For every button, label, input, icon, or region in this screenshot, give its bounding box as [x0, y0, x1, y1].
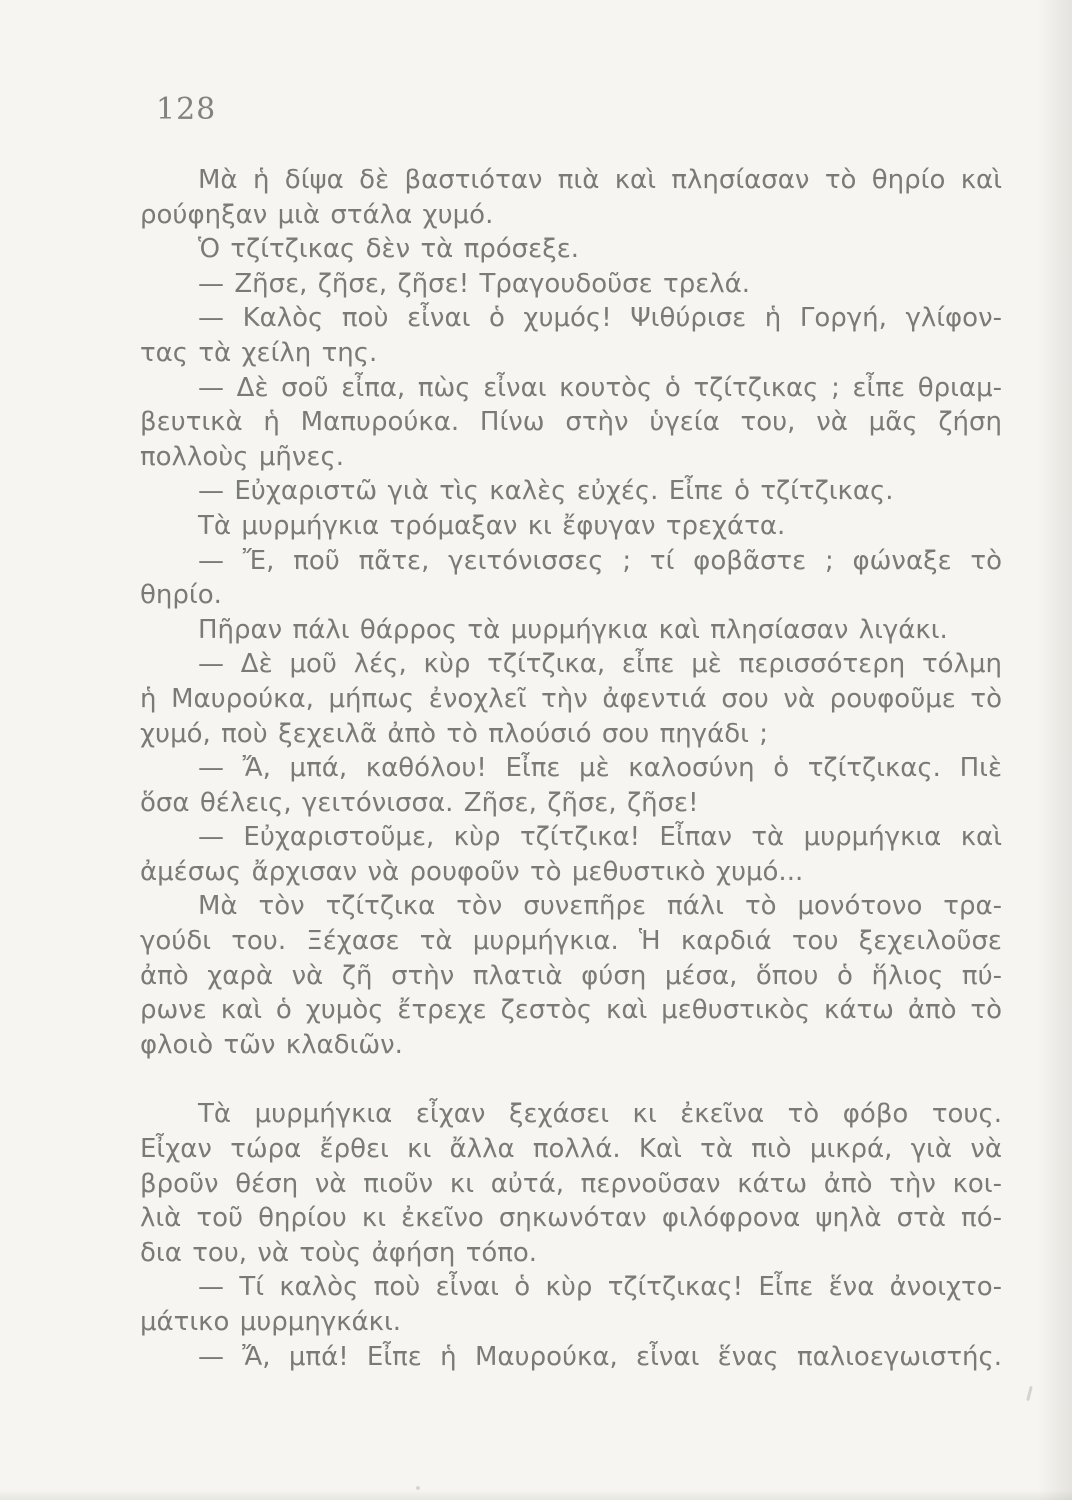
text-line: Πῆραν πάλι θάρρος τὰ μυρμήγκια καὶ πλησίασαν λιγάκι. — [198, 614, 948, 645]
text-line: φλοιὸ τῶν κλαδιῶν. — [140, 1029, 403, 1060]
text-line: Μὰ τὸν τζίτζικα τὸν συνεπῆρε πάλι τὸ μονότονο τρα- — [198, 891, 1002, 922]
text-line: — Ἔ, ποῦ πᾶτε, γειτόνισσες ; τί φοβᾶστε ; φώναξε τὸ — [198, 545, 1002, 576]
scan-edge-shadow-bottom — [0, 1490, 1072, 1500]
text-line: Ὁ τζίτζικας δὲν τὰ πρόσεξε. — [198, 234, 580, 265]
text-line: βροῦν θέση νὰ πιοῦν κι αὐτά, περνοῦσαν κάτω ἀπὸ τὴν κοι- — [140, 1168, 1002, 1199]
text-line: βευτικὰ ἡ Μαπυρούκα. Πίνω στὴν ὑγεία του, νὰ μᾶς ζήση — [140, 407, 1002, 438]
text-line: Μὰ ἡ δίψα δὲ βαστιόταν πιὰ καὶ πλησίασαν τὸ θηρίο καὶ — [198, 165, 1002, 195]
text-line: Εἶχαν τώρα ἔρθει κι ἄλλα πολλά. Καὶ τὰ πιὸ μικρά, γιὰ νὰ — [140, 1134, 1002, 1165]
text-line: — Δὲ μοῦ λές, κὺρ τζίτζικα, εἶπε μὲ περισσότερη τόλμη — [198, 649, 1002, 680]
text-line: — Δὲ σοῦ εἶπα, πὼς εἶναι κουτὸς ὁ τζίτζικας ; εἶπε θριαμ- — [198, 372, 1002, 403]
scan-edge-shadow-right — [1038, 0, 1072, 1500]
scan-speck — [416, 1486, 420, 1490]
text-line: τας τὰ χείλη της. — [140, 337, 378, 368]
text-line: ὅσα θέλεις, γειτόνισσα. Ζῆσε, ζῆσε, ζῆσε! — [140, 787, 699, 818]
text-line: ρούφηξαν μιὰ στάλα χυμό. — [140, 199, 494, 230]
text-line: πολλοὺς μῆνες. — [140, 441, 345, 472]
text-line: — Εὐχαριστοῦμε, κὺρ τζίτζικα! Εἶπαν τὰ μυρμήγκια καὶ — [198, 822, 1002, 853]
text-line: δια του, νὰ τοὺς ἀφήση τόπο. — [140, 1237, 538, 1268]
text-line: μάτικο μυρμηγκάκι. — [140, 1307, 402, 1337]
text-line: λιὰ τοῦ θηρίου κι ἐκεῖνο σηκωνόταν φιλόφρονα ψηλὰ στὰ πό- — [140, 1203, 1002, 1234]
page-number: 128 — [156, 92, 217, 127]
text-line: ἀμέσως ἄρχισαν νὰ ρουφοῦν τὸ μεθυστικὸ χυμό... — [140, 856, 804, 887]
text-line: — Καλὸς ποὺ εἶναι ὁ χυμός! Ψιθύρισε ἡ Γοργή, γλίφον- — [198, 303, 1002, 334]
text-line: Τὰ μυρμήγκια εἶχαν ξεχάσει κι ἐκεῖνα τὸ φόβο τους. — [198, 1099, 1002, 1130]
text-line: γούδι του. Ξέχασε τὰ μυρμήγκια. Ἡ καρδιά του ξεχειλοῦσε — [140, 926, 1002, 957]
text-line: Τὰ μυρμήγκια τρόμαξαν κι ἔφυγαν τρεχάτα. — [198, 510, 786, 541]
text-line: — Ἄ, μπά, καθόλου! Εἶπε μὲ καλοσύνη ὁ τζίτζικας. Πιὲ — [198, 753, 1002, 784]
text-line: — Ἄ, μπά! Εἶπε ἡ Μαυρούκα, εἶναι ἕνας παλιοεγωιστής. — [198, 1341, 1002, 1372]
body-text-block — [140, 163, 1002, 1374]
text-line: χυμό, ποὺ ξεχειλᾶ ἀπὸ τὸ πλούσιό σου πηγάδι ; — [140, 718, 769, 749]
text-line: ἀπὸ χαρὰ νὰ ζῆ στὴν πλατιὰ φύση μέσα, ὅπου ὁ ἥλιος πύ- — [140, 960, 1002, 991]
scan-speck — [1026, 1386, 1033, 1401]
text-line: — Ζῆσε, ζῆσε, ζῆσε! Τραγουδοῦσε τρελά. — [198, 268, 751, 299]
text-line: — Τί καλὸς ποὺ εἶναι ὁ κὺρ τζίτζικας! Εἶπε ἕνα ἀνοιχτο- — [198, 1272, 1002, 1303]
text-line: ρωνε καὶ ὁ χυμὸς ἔτρεχε ζεστὸς καὶ μεθυστικὸς κάτω ἀπὸ τὸ — [140, 995, 1002, 1026]
text-line: — Εὐχαριστῶ γιὰ τὶς καλὲς εὐχές. Εἶπε ὁ τζίτζικας. — [198, 476, 894, 507]
text-line: θηρίο. — [140, 580, 222, 611]
text-line: ἡ Μαυρούκα, μήπως ἐνοχλεῖ τὴν ἀφεντιά σου νὰ ρουφοῦμε τὸ — [140, 683, 1002, 714]
